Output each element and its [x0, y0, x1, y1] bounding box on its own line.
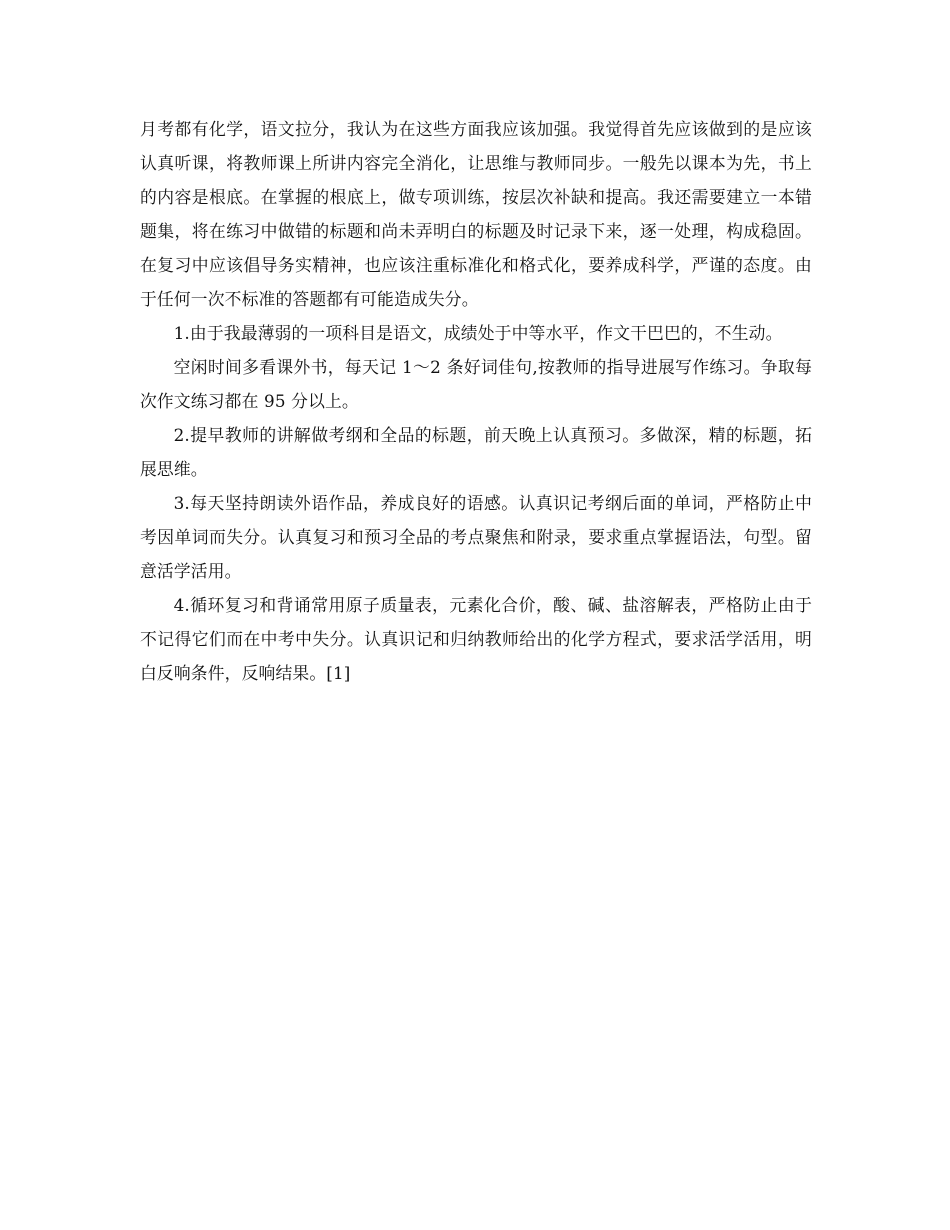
- paragraph-item-2: 2.提早教师的讲解做考纲和全品的标题，前天晚上认真预习。多做深，精的标题，拓展思维。: [140, 425, 812, 479]
- paragraph-item-1-detail: 空闲时间多看课外书，每天记 1～2 条好词佳句,按教师的指导进展写作练习。争取每次作文练习都在 95 分以上。: [140, 357, 812, 411]
- document-body: [140, 112, 812, 690]
- paragraph-item-1: 1.由于我最薄弱的一项科目是语文，成绩处于中等水平，作文干巴巴的，不生动。: [173, 323, 783, 343]
- paragraph-item-4: 4.循环复习和背诵常用原子质量表，元素化合价，酸、碱、盐溶解表，严格防止由于不记得它们而在中考中失分。认真识记和归纳教师给出的化学方程式，要求活学活用，明白反响条件，反响结果。[1]: [140, 595, 812, 683]
- paragraph-continuation: 月考都有化学，语文拉分，我认为在这些方面我应该加强。我觉得首先应该做到的是应该认真听课，将教师课上所讲内容完全消化，让思维与教师同步。一般先以课本为先，书上的内容是根底。在掌握的根底上，做专项训练，按层次补缺和提高。我还需要建立一本错题集，将在练习中做错的标题和尚未弄明白的标题及时记录下来，逐一处理，构成稳固。在复习中应该倡导务实精神，也应该注重标准化和格式化，要养成科学，严谨的态度。由于任何一次不标准的答题都有可能造成失分。: [140, 119, 812, 309]
- paragraph-item-3: 3.每天坚持朗读外语作品，养成良好的语感。认真识记考纲后面的单词，严格防止中考因单词而失分。认真复习和预习全品的考点聚焦和附录，要求重点掌握语法，句型。留意活学活用。: [140, 493, 812, 581]
